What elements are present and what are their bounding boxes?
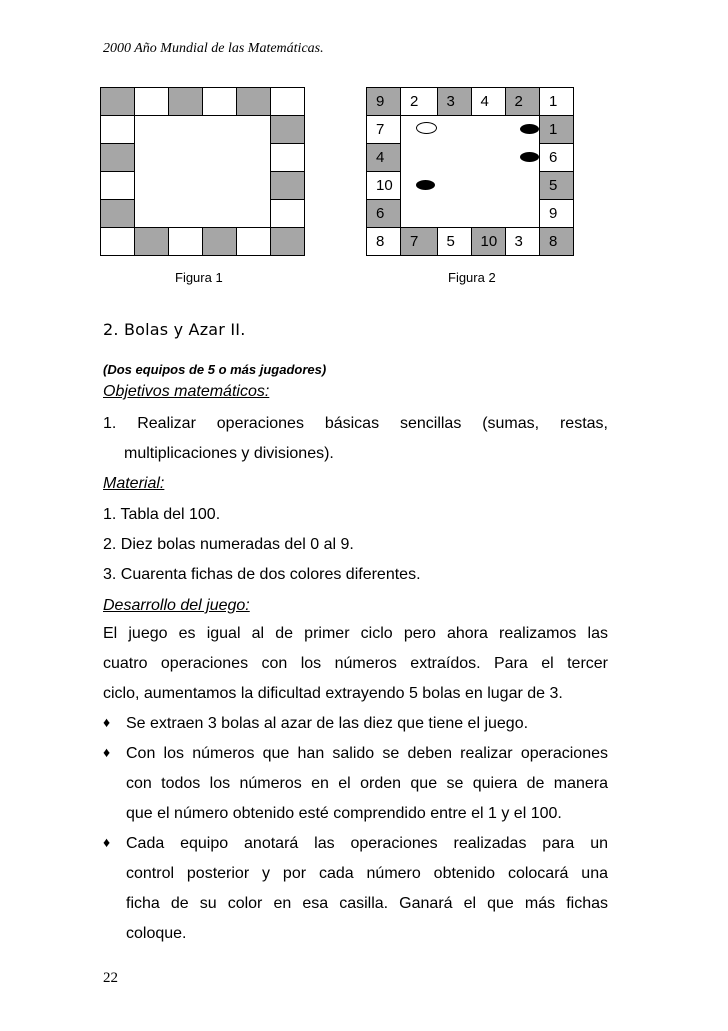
board-cell <box>540 200 574 228</box>
cell-number: 1 <box>549 121 558 138</box>
board-cell <box>135 144 169 172</box>
board-cell <box>505 116 540 144</box>
board-cell <box>540 172 574 200</box>
board-cell <box>237 200 271 228</box>
board-cell <box>471 200 505 228</box>
board-cell <box>401 228 438 256</box>
cell-number: 1 <box>549 93 558 110</box>
board-cell <box>203 172 237 200</box>
board-cell <box>203 116 237 144</box>
bullet-2-line: Con los números que han salido se deben realizar operaciones <box>126 745 608 762</box>
board-cell <box>505 200 540 228</box>
board-cell <box>401 200 438 228</box>
figure-2-caption: Figura 2 <box>448 270 496 285</box>
cell-number: 8 <box>549 233 558 250</box>
board-cell <box>437 228 471 256</box>
board-cell <box>135 88 169 116</box>
board-cell <box>367 200 401 228</box>
bullet-3-line: Cada equipo anotará las operaciones realizadas para un <box>126 835 608 852</box>
cell-number: 3 <box>446 93 455 110</box>
paragraph-line: cuatro operaciones con los números extraídos. Para el tercer <box>103 655 608 672</box>
board-cell <box>471 172 505 200</box>
board-cell <box>367 228 401 256</box>
board-cell <box>540 116 574 144</box>
board-cell <box>437 88 471 116</box>
filled-dot-icon <box>520 152 539 162</box>
bullet-1-text: Se extraen 3 bolas al azar de las diez que tiene el juego. <box>126 715 529 732</box>
board-cell <box>540 88 574 116</box>
board-cell <box>271 144 305 172</box>
board-cell <box>101 200 135 228</box>
cell-number: 4 <box>376 149 385 166</box>
cell-number: 2 <box>514 93 523 110</box>
board-cell <box>471 88 505 116</box>
board-cell <box>437 116 471 144</box>
cell-number: 2 <box>410 93 419 110</box>
board-cell <box>169 144 203 172</box>
bullet-3-line: control posterior y por cada número obtenido colocará una <box>126 865 608 882</box>
bullet-3-line: ficha de su color en esa casilla. Ganará el que más fichas <box>126 895 608 912</box>
board-cell <box>437 144 471 172</box>
cell-number: 6 <box>376 205 385 222</box>
board-cell <box>169 172 203 200</box>
board-cell <box>505 144 540 172</box>
board-cell <box>271 200 305 228</box>
material-item: 3. Cuarenta fichas de dos colores diferentes. <box>103 566 421 583</box>
cell-number: 7 <box>376 121 385 138</box>
board-cell <box>540 228 574 256</box>
bullet-diamond-icon: ♦ <box>103 744 111 760</box>
objective-1-line-2: multiplicaciones y divisiones). <box>124 445 334 462</box>
cell-number: 5 <box>446 233 455 250</box>
players-note: (Dos equipos de 5 o más jugadores) <box>103 362 327 377</box>
page-number: 22 <box>103 970 118 986</box>
board-cell <box>135 172 169 200</box>
material-item: 1. Tabla del 100. <box>103 506 221 523</box>
board-cell <box>135 228 169 256</box>
board-cell <box>505 172 540 200</box>
board-cell <box>169 228 203 256</box>
cell-number: 7 <box>410 233 419 250</box>
bullet-2-line: que el número obtenido esté comprendido entre el 1 y el 100. <box>126 805 562 822</box>
board-cell <box>203 88 237 116</box>
bullet-2-line: con todos los números en el orden que se quiera de manera <box>126 775 608 792</box>
board-cell <box>437 172 471 200</box>
board-cell <box>471 228 505 256</box>
filled-dot-icon <box>416 180 435 190</box>
board-cell <box>401 172 438 200</box>
paragraph-line: El juego es igual al de primer ciclo pero ahora realizamos las <box>103 625 608 642</box>
objectives-heading: Objetivos matemáticos: <box>103 383 270 400</box>
board-cell <box>237 116 271 144</box>
board-cell <box>101 172 135 200</box>
board-cell <box>237 88 271 116</box>
board-cell <box>401 144 438 172</box>
bullet-3-line: coloque. <box>126 925 187 942</box>
cell-number: 6 <box>549 149 558 166</box>
board-cell <box>203 144 237 172</box>
board-cell <box>169 200 203 228</box>
bullet-diamond-icon: ♦ <box>103 714 111 730</box>
board-cell <box>237 228 271 256</box>
bullet-diamond-icon: ♦ <box>103 834 111 850</box>
board-cell <box>271 172 305 200</box>
figure-2-board <box>366 87 574 256</box>
board-cell <box>505 88 540 116</box>
board-cell <box>169 116 203 144</box>
filled-dot-icon <box>520 124 539 134</box>
board-cell <box>401 88 438 116</box>
board-cell <box>271 88 305 116</box>
board-cell <box>367 88 401 116</box>
objective-1-line-1: 1. Realizar operaciones básicas sencillas (sumas, restas, <box>103 415 608 432</box>
board-cell <box>437 200 471 228</box>
board-cell <box>237 172 271 200</box>
board-cell <box>367 144 401 172</box>
board-cell <box>101 144 135 172</box>
hollow-dot-icon <box>416 122 437 134</box>
paragraph-line: ciclo, aumentamos la dificultad extrayendo 5 bolas en lugar de 3. <box>103 685 563 702</box>
board-cell <box>271 228 305 256</box>
cell-number: 9 <box>376 93 385 110</box>
material-item: 2. Diez bolas numeradas del 0 al 9. <box>103 536 354 553</box>
cell-number: 10 <box>480 233 498 250</box>
cell-number: 4 <box>480 93 489 110</box>
figure-1-caption: Figura 1 <box>175 270 223 285</box>
board-cell <box>237 144 271 172</box>
board-cell <box>135 116 169 144</box>
cell-number: 10 <box>376 177 393 194</box>
board-cell <box>101 228 135 256</box>
board-cell <box>401 116 438 144</box>
material-heading: Material: <box>103 475 165 492</box>
cell-number: 9 <box>549 205 558 222</box>
board-cell <box>471 144 505 172</box>
board-cell <box>101 88 135 116</box>
board-cell <box>367 172 401 200</box>
board-cell <box>101 116 135 144</box>
section-title: 2. Bolas y Azar II. <box>103 320 246 339</box>
board-cell <box>471 116 505 144</box>
page-header: 2000 Año Mundial de las Matemáticas. <box>103 41 324 56</box>
board-cell <box>505 228 540 256</box>
board-cell <box>367 116 401 144</box>
board-cell <box>169 88 203 116</box>
board-cell <box>540 144 574 172</box>
board-cell <box>271 116 305 144</box>
board-cell <box>203 200 237 228</box>
development-heading: Desarrollo del juego: <box>103 597 250 614</box>
cell-number: 5 <box>549 177 558 194</box>
figure-1-board <box>100 87 305 256</box>
cell-number: 3 <box>514 233 523 250</box>
board-cell <box>135 200 169 228</box>
board-cell <box>203 228 237 256</box>
cell-number: 8 <box>376 233 385 250</box>
